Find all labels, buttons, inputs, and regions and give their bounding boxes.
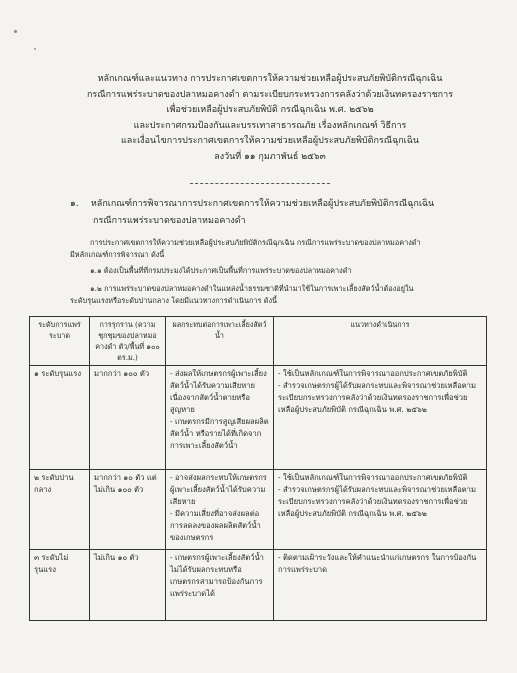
cell-impact [166,550,274,621]
impact-item: - เกษตรกรมีการสูญเสียผลผลิตสัตว์น้ำ หรือรายได้ที่เกิดจากการเพาะเลี้ยงสัตว์น้ำ [170,417,269,450]
cell-density: มากกว่า ๑๐ ตัว แต่ไม่เกิน ๑๐๐ ตัว [90,470,166,550]
section-title-line1: หลักเกณฑ์การพิจารณาการประกาศเขตการให้ความช่วยเหลือผู้ประสบภัยพิบัติกรณีฉุกเฉิน [90,199,435,209]
title-line: หลักเกณฑ์และแนวทาง การประกาศเขตการให้ความช่วยเหลือผู้ประสบภัยพิบัติกรณีฉุกเฉิน [97,74,443,84]
action-item: - สำรวจเกษตรกรผู้ได้รับผลกระทบและพิจารณาช่วยเหลือตามระเบียบกระทรวงการคลังว่าด้วยเงินทดรองราชการเพื่อช่วยเหลือผู้ประสบภัยพิบัติ กรณีฉุกเฉิน พ.ศ. ๒๕๖๒ [278,381,476,414]
action-item: - ใช้เป็นหลักเกณฑ์ในการพิจารณาออกประกาศเขตภัยพิบัติ [278,369,468,378]
action-item: - ใช้เป็นหลักเกณฑ์ในการพิจารณาออกประกาศเขตภัยพิบัติ [278,473,468,482]
title-line: กรณีการแพร่ระบาดของปลาหมอคางดำ ตามระเบียบกระทรวงการคลังว่าด้วยเงินทดรองราชการ [86,89,454,100]
action-item: - ติดตามเฝ้าระวังและให้คำแนะนำแก่เกษตรกร ในการป้องกันการแพร่ระบาด [278,553,477,574]
cell-density: ไม่เกิน ๑๐ ตัว [90,550,166,621]
title-line: และเงื่อนไขการประกาศเขตการให้ความช่วยเหลือผู้ประสบภัยพิบัติกรณีฉุกเฉิน [120,136,420,146]
title-line: ลงวันที่ ๑๑ กุมภาพันธ์ ๒๕๖๓ [214,151,326,162]
action-item: - สำรวจเกษตรกรผู้ได้รับผลกระทบและพิจารณาช่วยเหลือตามระเบียบกระทรวงการคลังว่าด้วยเงินทดรองราชการเพื่อช่วยเหลือผู้ประสบภัยพิบัติ กรณีฉุกเฉิน พ.ศ. ๒๕๖๒ [278,485,476,518]
impact-item: - เกษตรกรผู้เพาะเลี้ยงสัตว์น้ำไม่ได้รับผลกระทบหรือเกษตรกรสามารถป้องกันการแพร่ระบาดได้ [170,553,264,598]
criteria-item-1-2-cont: ระดับรุนแรงหรือระดับปานกลาง โดยมีแนวทางการดำเนินการ ดังนี้ [70,296,277,305]
intro-paragraph: การประกาศเขตการให้ความช่วยเหลือผู้ประสบภัยพิบัติกรณีฉุกเฉิน กรณีการแพร่ระบาดของปลาหมอคางดำ [90,238,421,247]
cell-level: ๒ ระดับปานกลาง [30,470,90,550]
table-row [30,550,487,621]
cell-density: มากกว่า ๑๐๐ ตัว [90,366,166,470]
header-impact: ผลกระทบต่อการเพาะเลี้ยงสัตว์น้ำ [166,317,274,366]
dashed-divider [190,183,330,184]
cell-action [274,550,487,621]
title-line: และประกาศกรมป้องกันและบรรเทาสาธารณภัย เรื่องหลักเกณฑ์ วิธีการ [133,120,407,131]
document-title [60,72,480,165]
cell-action [274,366,487,470]
punch-hole-mark [14,30,17,33]
cell-level: ๑ ระดับรุนแรง [30,366,90,470]
table-row [30,470,487,550]
section-title-line2: กรณีการแพร่ระบาดของปลาหมอคางดำ [93,216,246,226]
cell-impact [166,366,274,470]
punch-hole-mark [34,48,36,50]
impact-item: - มีความเสี่ยงที่อาจส่งผลต่อการลดลงของผลผลิตสัตว์น้ำของเกษตรกร [170,509,261,542]
table-header-row [30,317,487,366]
intro-paragraph-cont: มีหลักเกณฑ์การพิจารณา ดังนี้ [70,250,165,259]
outbreak-level-table [29,316,487,621]
header-level: ระดับการแพร่ระบาด [30,317,90,366]
section-number: ๑. [70,199,79,209]
cell-impact [166,470,274,550]
cell-action [274,470,487,550]
impact-item: - อาจส่งผลกระทบให้เกษตรกรผู้เพาะเลี้ยงสัตว์น้ำได้รับความเสียหาย [170,473,267,506]
title-line: เพื่อช่วยเหลือผู้ประสบภัยพิบัติ กรณีฉุกเฉิน พ.ศ. ๒๕๖๒ [166,105,374,115]
header-density: การรุกราน (ความชุกชุมของปลาหมอคางดำ ตัว/พื้นที่ ๑๐๐ ตร.ม.) [90,317,166,366]
criteria-item-1-2: ๑.๒ การแพร่ระบาดของปลาหมอคางดำในแหล่งน้ำธรรมชาติที่นำมาใช้ในการเพาะเลี้ยงสัตว์น้ำต้องอยู่ใน [90,284,414,293]
table-row [30,366,487,470]
criteria-item-1-1: ๑.๑ ต้องเป็นพื้นที่ที่กรมประมงได้ประกาศเป็นพื้นที่การแพร่ระบาดของปลาหมอคางดำ [90,266,352,275]
section-heading [70,196,500,230]
header-action: แนวทางดำเนินการ [274,317,487,366]
impact-item: - ส่งผลให้เกษตรกรผู้เพาะเลี้ยงสัตว์น้ำได้รับความเสียหายเนื่องจากสัตว์น้ำตายหรือสูญหาย [170,369,267,414]
cell-level: ๓ ระดับไม่รุนแรง [30,550,90,621]
